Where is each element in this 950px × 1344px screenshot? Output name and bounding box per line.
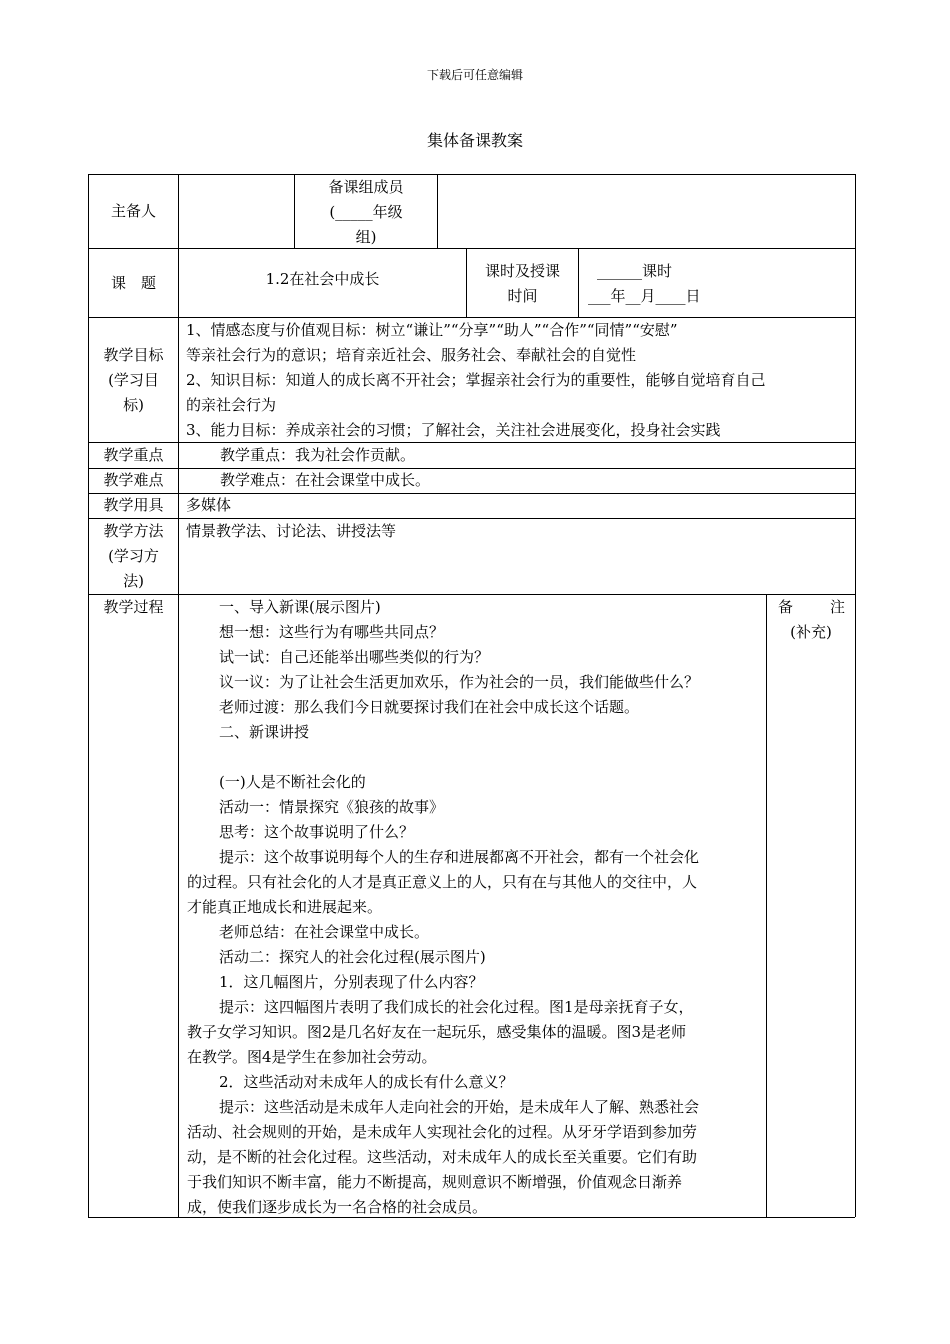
table-rule bbox=[855, 174, 856, 1217]
methods-label bbox=[89, 519, 178, 594]
table-rule bbox=[766, 594, 767, 1217]
process-line bbox=[187, 745, 763, 770]
process-line: 的过程。只有社会化的人才是真正意义上的人，只有在与其他人的交往中，人 bbox=[187, 873, 698, 891]
process-line: 想一想：这些行为有哪些共同点？ bbox=[219, 623, 445, 641]
members-label-line: 组) bbox=[355, 228, 377, 246]
objectives-label-line: (学习目 bbox=[108, 371, 159, 389]
process-label: 教学过程 bbox=[103, 598, 164, 616]
members-label bbox=[295, 175, 437, 250]
members-label-line: 备课组成员 bbox=[328, 178, 404, 196]
main-preparer-label: 主备人 bbox=[110, 202, 156, 220]
notes-label-a: 备 bbox=[778, 598, 794, 616]
objective-line: 等亲社会行为的意识；培育亲近社会、服务社会、奉献社会的自觉性 bbox=[186, 346, 637, 364]
table-rule bbox=[88, 174, 89, 1217]
process-line: 活动二：探究人的社会化过程(展示图片) bbox=[219, 948, 486, 966]
table-rule bbox=[178, 174, 179, 1217]
methods-label-line: (学习方 bbox=[108, 547, 159, 565]
process-line: 才能真正地成长和进展起来。 bbox=[187, 898, 383, 916]
difficulty-value: 教学难点：在社会课堂中成长。 bbox=[220, 471, 431, 489]
hours-label bbox=[467, 259, 578, 309]
process-line: 试一试：自己还能举出哪些类似的行为？ bbox=[219, 648, 490, 666]
process-line: 思考：这个故事说明了什么？ bbox=[219, 823, 415, 841]
hours-label-line: 课时及授课 bbox=[484, 262, 560, 280]
objective-line: 1、情感态度与价值观目标：树立“谦让”“分享”“助人”“合作”“同情”“安慰” bbox=[186, 321, 678, 339]
objectives-content bbox=[186, 318, 852, 443]
members-label-line: (_____年级 bbox=[329, 203, 403, 221]
objective-line: 2、知识目标：知道人的成长离不开社会；掌握亲社会行为的重要性，能够自觉培育自己 bbox=[186, 371, 766, 389]
objectives-label-line: 教学目标 bbox=[103, 346, 164, 364]
notes-label-b: 注 bbox=[830, 598, 846, 616]
process-line: 活动、社会规则的开始，是未成年人实现社会化的过程。从牙牙学语到参加劳 bbox=[187, 1123, 698, 1141]
process-line: 活动一：情景探究《狼孩的故事》 bbox=[219, 798, 445, 816]
tools-label: 教学用具 bbox=[103, 496, 164, 514]
process-line: 1．这几幅图片，分别表现了什么内容？ bbox=[219, 973, 484, 991]
process-content bbox=[187, 595, 763, 1220]
process-line: 2．这些活动对未成年人的成长有什么意义？ bbox=[219, 1073, 514, 1091]
process-line: 教子女学习知识。图2是几名好友在一起玩乐，感受集体的温暖。图3是老师 bbox=[187, 1023, 687, 1041]
objectives-label-line: 标) bbox=[123, 396, 144, 414]
process-line: 议一议：为了让社会生活更加欢乐，作为社会的一员，我们能做些什么？ bbox=[219, 673, 700, 691]
notes-label-c: (补充) bbox=[790, 623, 832, 641]
process-line: 提示：这些活动是未成年人走向社会的开始，是未成年人了解、熟悉社会 bbox=[219, 1098, 700, 1116]
hours-count: ______课时 bbox=[597, 262, 673, 280]
header-note: 下载后可任意编辑 bbox=[426, 68, 523, 82]
process-line: 二、新课讲授 bbox=[219, 723, 310, 741]
table-rule bbox=[437, 174, 438, 248]
document-title: 集体备课教案 bbox=[426, 131, 523, 150]
hours-value bbox=[588, 259, 848, 309]
teaching-date: ___年__月____日 bbox=[588, 287, 701, 305]
objective-line: 的亲社会行为 bbox=[186, 396, 277, 414]
table-rule bbox=[578, 248, 579, 317]
table-rule bbox=[88, 248, 855, 249]
objectives-label bbox=[89, 343, 178, 418]
process-line: 在教学。图4是学生在参加社会劳动。 bbox=[187, 1048, 437, 1066]
tools-value: 多媒体 bbox=[186, 496, 232, 514]
process-line: (一)人是不断社会化的 bbox=[219, 773, 366, 791]
process-line: 提示：这四幅图片表明了我们成长的社会化过程。图1是母亲抚育子女， bbox=[219, 998, 694, 1016]
process-line: 一、导入新课(展示图片) bbox=[219, 598, 381, 616]
process-line: 于我们知识不断丰富，能力不断提高，规则意识不断增强，价值观念日渐养 bbox=[187, 1173, 683, 1191]
process-line: 提示：这个故事说明每个人的生存和进展都离不开社会，都有一个社会化 bbox=[219, 848, 700, 866]
table-rule bbox=[88, 174, 855, 175]
process-line: 成，使我们逐步成长为一名合格的社会成员。 bbox=[187, 1198, 488, 1216]
process-line: 动，是不断的社会化过程。这些活动，对未成年人的成长至关重要。它们有助 bbox=[187, 1148, 698, 1166]
objective-line: 3、能力目标：养成亲社会的习惯；了解社会，关注社会进展变化，投身社会实践 bbox=[186, 421, 721, 439]
topic-value: 1.2在社会中成长 bbox=[265, 270, 380, 288]
difficulty-label: 教学难点 bbox=[103, 471, 164, 489]
methods-label-line: 法) bbox=[123, 572, 144, 590]
key-point-label: 教学重点 bbox=[103, 446, 164, 464]
process-line: 老师过渡：那么我们今日就要探讨我们在社会中成长这个话题。 bbox=[219, 698, 640, 716]
methods-label-line: 教学方法 bbox=[103, 522, 164, 540]
process-line: 老师总结：在社会课堂中成长。 bbox=[219, 923, 430, 941]
key-point-value: 教学重点：我为社会作贡献。 bbox=[220, 446, 416, 464]
methods-value: 情景教学法、讨论法、讲授法等 bbox=[186, 522, 397, 540]
hours-label-line: 时间 bbox=[507, 287, 538, 305]
topic-label: 课 题 bbox=[110, 274, 156, 292]
